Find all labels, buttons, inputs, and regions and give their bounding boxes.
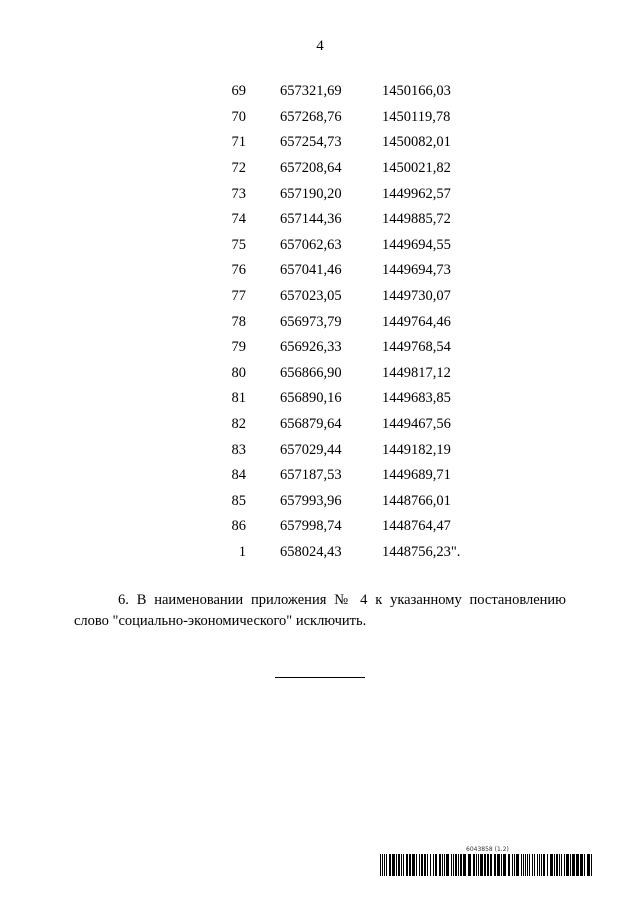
coordinate-x: 656866,90 <box>280 364 342 381</box>
coordinate-x: 657029,44 <box>280 441 342 458</box>
point-number: 75 <box>231 236 246 253</box>
point-number: 77 <box>231 288 246 305</box>
point-number: 86 <box>231 518 246 535</box>
table-row <box>200 463 492 489</box>
table-row <box>200 156 492 182</box>
end-divider <box>275 677 365 678</box>
table-row <box>200 489 492 515</box>
coordinate-x: 657023,05 <box>280 288 342 305</box>
point-number: 80 <box>231 364 246 381</box>
point-number: 70 <box>231 108 246 125</box>
coordinate-y: 1449683,85 <box>382 390 451 407</box>
point-number: 79 <box>231 339 246 356</box>
coordinate-x: 656879,64 <box>280 416 342 433</box>
coordinate-x: 657144,36 <box>280 211 342 228</box>
coordinates-table-body <box>200 79 492 565</box>
coordinate-y: 1449768,54 <box>382 339 451 356</box>
table-row <box>200 258 492 284</box>
coordinate-y: 1449817,12 <box>382 364 451 381</box>
coordinate-x: 657208,64 <box>280 160 342 177</box>
point-number: 82 <box>231 416 246 433</box>
table-row <box>200 386 492 412</box>
point-number: 85 <box>231 492 246 509</box>
coordinate-y: 1449962,57 <box>382 185 451 202</box>
table-row <box>200 309 492 335</box>
coordinate-x: 657993,96 <box>280 492 342 509</box>
point-number: 74 <box>231 211 246 228</box>
coordinate-y: 1448766,01 <box>382 492 451 509</box>
coordinate-y: 1448756,23". <box>382 543 461 560</box>
table-row <box>200 514 492 540</box>
table-row <box>200 437 492 463</box>
table-row <box>200 79 492 105</box>
point-number: 72 <box>231 160 246 177</box>
coordinate-x: 657254,73 <box>280 134 342 151</box>
coordinate-x: 657190,20 <box>280 185 342 202</box>
coordinate-y: 1449182,19 <box>382 441 451 458</box>
coordinate-y: 1449885,72 <box>382 211 451 228</box>
coordinate-y: 1449694,73 <box>382 262 451 279</box>
table-row <box>200 181 492 207</box>
coordinate-y: 1449689,71 <box>382 467 451 484</box>
coordinate-x: 656926,33 <box>280 339 342 356</box>
table-row <box>200 361 492 387</box>
point-number: 71 <box>231 134 246 151</box>
coordinate-x: 657041,46 <box>280 262 342 279</box>
barcode-label: 6043858 (1.2) <box>466 846 509 853</box>
coordinate-x: 657268,76 <box>280 108 342 125</box>
coordinate-x: 657187,53 <box>280 467 342 484</box>
table-row <box>200 335 492 361</box>
point-number: 83 <box>231 441 246 458</box>
coordinate-x: 658024,43 <box>280 543 342 560</box>
point-number: 81 <box>231 390 246 407</box>
coordinate-y: 1450119,78 <box>382 108 451 125</box>
barcode-image <box>380 854 592 876</box>
coordinate-y: 1449694,55 <box>382 236 451 253</box>
point-number: 76 <box>231 262 246 279</box>
table-row <box>200 284 492 310</box>
point-number: 73 <box>231 185 246 202</box>
point-number: 69 <box>231 83 246 100</box>
coordinate-x: 657321,69 <box>280 83 342 100</box>
table-row <box>200 233 492 259</box>
coordinate-y: 1448764,47 <box>382 518 451 535</box>
coordinate-x: 656890,16 <box>280 390 342 407</box>
coordinate-y: 1449764,46 <box>382 313 451 330</box>
point-number: 1 <box>238 543 246 560</box>
point-number: 84 <box>231 467 246 484</box>
coordinate-x: 657062,63 <box>280 236 342 253</box>
coordinate-x: 656973,79 <box>280 313 342 330</box>
table-row <box>200 412 492 438</box>
table-row <box>200 130 492 156</box>
coordinate-y: 1449730,07 <box>382 288 451 305</box>
coordinate-x: 657998,74 <box>280 518 342 535</box>
coordinate-y: 1450166,03 <box>382 83 451 100</box>
coordinates-table <box>200 79 492 565</box>
coordinate-y: 1449467,56 <box>382 416 451 433</box>
coordinate-y: 1450082,01 <box>382 134 451 151</box>
page-number: 4 <box>316 38 324 54</box>
table-row <box>200 540 492 566</box>
table-row <box>200 207 492 233</box>
point-number: 78 <box>231 313 246 330</box>
amendment-paragraph: 6. В наименовании приложения № 4 к указанному постановлению слово "социально-экономического" исключить. <box>74 592 566 629</box>
coordinate-y: 1450021,82 <box>382 160 451 177</box>
table-row <box>200 105 492 131</box>
